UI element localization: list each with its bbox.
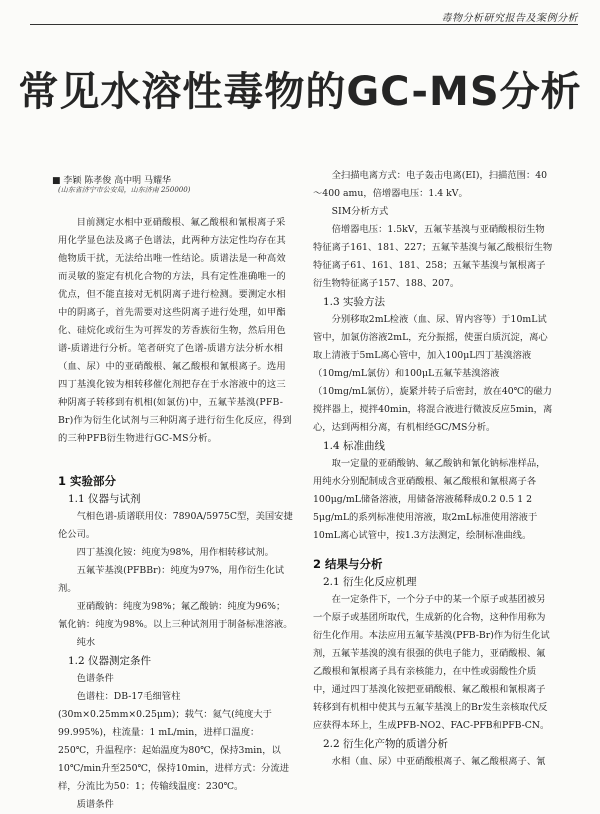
section-1-4-heading: 1.4 标准曲线 [323, 440, 386, 452]
authors: ■ 李颖 陈孝俊 高中明 马耀华 [52, 176, 171, 186]
running-header: 毒物分析研究报告及案例分析 [441, 13, 578, 24]
sim-text: 倍增器电压：1.5kV，五氟苄基溴与亚硝酸根衍生物特征离子161、181、227；五氟苄基溴与氟乙酸根衍生物特征离子61、161、181、258；五氟苄基溴与氰根离子衍生物特征离子157、188、207。 [313, 224, 553, 289]
article-title: 常见水溶性毒物的GC-MS分析 [18, 69, 582, 115]
chromatography-text: 色谱柱：DB-17毛细管柱(30m×0.25mm×0.25μm)；载气：氦气(纯度大于99.995%)，柱流量：1 mL/min，进样口温度：250℃，升温程序：起始温度为80℃，保持3min，以10℃/min升至250℃，保持10min，进样方式：分流进样，分流比为50：1；传输线温度：230℃。 [58, 691, 290, 792]
section-1-3-heading: 1.3 实验方法 [323, 296, 386, 308]
header-rule [30, 24, 578, 25]
right-column [313, 167, 553, 771]
abstract: 目前测定水相中亚硝酸根、氟乙酸根和氰根离子采用化学显色法及离子色谱法，此两种方法定性均存在其他物质干扰，无法给出唯一性结论。质谱法是一种高效而灵敏的鉴定有机化合物的方法，具有定性准确唯一的优点，但不能直接对无机阴离子进行检测。要测定水相中的阴离子，首先需要对这些阴离子进行处理，如甲酯化、硅烷化或衍生为可挥发的芳香族衍生物，然后用色谱-质谱进行分析。笔者研究了色谱-质谱方法分析水相（血、尿）中的亚硝酸根、氟乙酸根和氰根离子。选用四丁基溴化铵为相转移催化剂把存在于水溶液中的这三种阴离子转移到有机相(如氯仿)中，五氟苄基溴(PFB-Br)作为衍生化试剂与三种阴离子进行衍生化反应，得到的三种PFB衍生物进行GC-MS分析。 [58, 217, 292, 444]
reagent-item: 亚硝酸钠：纯度为98%；氟乙酸钠：纯度为96%；氰化钠：纯度为98%。以上三种试剂用于制备标准溶液。 [58, 601, 293, 630]
chromatography-heading: 色谱条件 [76, 673, 114, 684]
sim-heading: SIM分析方式 [331, 206, 389, 217]
left-column [58, 214, 294, 814]
ms-scan-text: 全扫描电离方式：电子轰击电离(EI)，扫描范围：40～400 amu，倍增器电压：1.4 kV。 [313, 170, 548, 199]
affiliation: (山东省济宁市公安局，山东济南 250000) [58, 186, 191, 194]
mechanism-text: 在一定条件下，一个分子中的某一个原子或基团被另一个原子或基团所取代，生成新的化合物，这种作用称为衍生化作用。本法应用五氟苄基溴(PFB-Br)作为衍生化试剂，五氟苄基溴的溴有很强的供电子能力，亚硝酸根、氟乙酸根和氰根离子具有亲核能力，在中性或弱酸性介质中，通过四丁基溴化铵把亚硝酸根、氟乙酸根和氰根离子转移到有机相中使其与五氟苄基溴上的Br发生亲核取代反应获得本环上，生成PFB-NO2、FAC-PFB和PFB-CN。 [313, 594, 550, 731]
reagent-item: 五氟苄基溴(PFBBr)：纯度为97%，用作衍生化试剂。 [58, 565, 285, 594]
section-2-heading: 2 结果与分析 [313, 557, 383, 571]
section-2-2-heading: 2.2 衍生化产物的质谱分析 [323, 738, 449, 750]
section-2-1-heading: 2.1 衍生化反应机理 [323, 576, 417, 588]
section-1-heading: 1 实验部分 [58, 474, 117, 488]
calibration-text: 取一定量的亚硝酸钠、氟乙酸钠和氰化钠标准样品，用纯水分别配制成含亚硝酸根、氟乙酸根和氰根离子各100μg/mL储备溶液，用储备溶液稀释成0.2 0.5 1 2 5μg/mL的系列标准使用溶液，取2mL标准使用溶液于10mL离心试管中，按1.3方法测定，绘制标准曲线。 [313, 458, 546, 541]
reagent-item: 四丁基溴化铵：纯度为98%，用作相转移试剂。 [76, 547, 274, 558]
ms-analysis-text: 水相（血、尿）中亚硝酸根离子、氟乙酸根离子、氰 [331, 756, 546, 767]
method-text: 分别移取2mL检液（血、尿、胃内容等）于10mL试管中，加氯仿溶液2mL，充分振摇，使蛋白质沉淀，离心取上清液于5mL离心管中，加入100μL四丁基溴溶液（10mg/mL氯仿）和100μL五氟苄基溴溶液（10mg/mL氯仿），旋紧并转子后密封，放在40℃的磁力搅拌器上，搅拌40min，将混合液进行微波反应5min，离心，达到两相分离，有机相经GC/MS分析。 [313, 314, 553, 433]
instrument-text: 气相色谱-质谱联用仪：7890A/5975C型，美国安捷伦公司。 [58, 511, 293, 540]
reagent-item: 纯水 [76, 637, 96, 648]
ms-conditions-heading: 质谱条件 [76, 799, 114, 810]
section-1-2-heading: 1.2 仪器测定条件 [68, 655, 152, 667]
section-1-1-heading: 1.1 仪器与试剂 [68, 493, 141, 505]
